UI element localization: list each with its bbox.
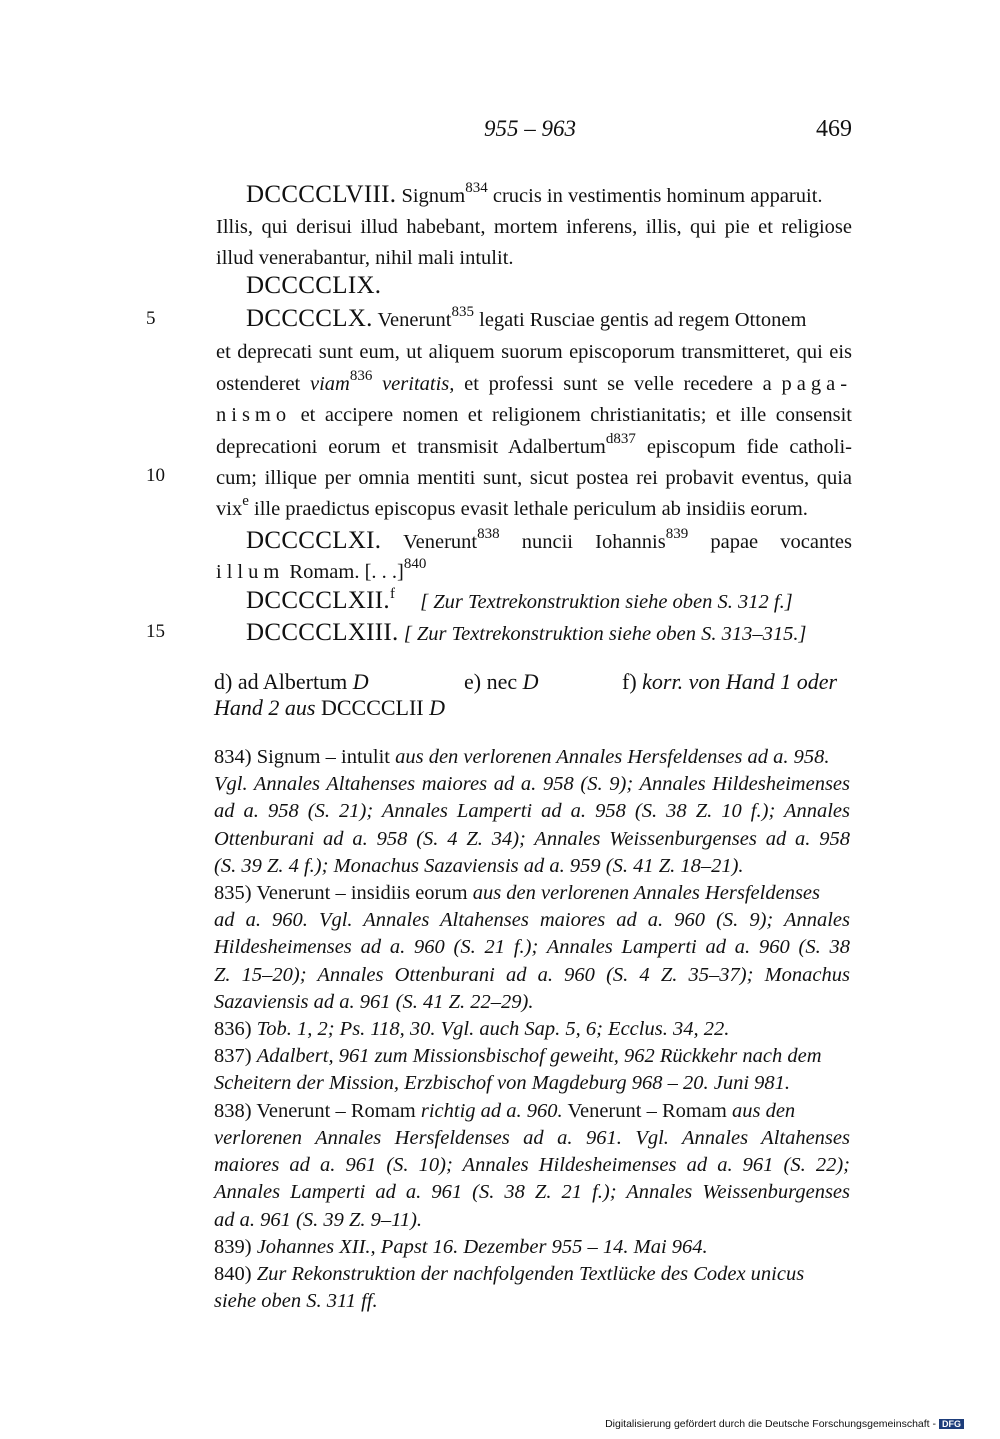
text-line-2: Illis, qui derisui illud habebant, mortem inferens, illis, qui pie et religiose	[216, 216, 852, 238]
text-italic: richtig ad a. 960.	[420, 1100, 563, 1122]
footnote-834-line-1	[214, 744, 850, 771]
footnote-834-line-4	[214, 826, 850, 853]
footnote-838-line-3	[214, 1152, 850, 1179]
text-spaced: illum	[216, 561, 285, 583]
text-segment: episcopum fide catholi-	[646, 436, 852, 458]
text-segment: ostenderet	[216, 373, 301, 395]
dfg-logo: DFG	[939, 1419, 964, 1429]
text-italic: Sazaviensis ad a. 961 (S. 41 Z. 22–29).	[214, 991, 534, 1013]
text-italic: D	[429, 695, 446, 720]
footnote-837-line-2	[214, 1070, 850, 1097]
text-line-7	[216, 368, 853, 399]
text-italic: aus den	[731, 1100, 796, 1122]
text-italic: korr. von Hand 1 oder	[642, 669, 838, 694]
text-italic: ad a. 961 (S. 39 Z. 9–11).	[214, 1209, 423, 1231]
text-italic: Tob. 1, 2; Ps. 118, 30. Vgl. auch Sap. 5, 6; Ecclus. 34, 22.	[256, 1018, 730, 1040]
year-numeral: DCCCCLXI.	[246, 527, 382, 554]
text-italic: (S. 39 Z. 4 f.); Monachus Sazaviensis ad a. 959 (S. 41 Z. 18–21).	[214, 855, 744, 877]
text-segment: 840)	[214, 1263, 252, 1285]
footnote-834-line-3	[214, 798, 850, 825]
text-line-5	[216, 306, 852, 335]
text-spaced: nismo	[216, 404, 292, 426]
footnote-ref: 839	[665, 526, 689, 542]
footnote-838-line-4	[214, 1179, 850, 1206]
credit-text: Digitalisierung gefördert durch die Deutsche Forschungsgemeinschaft -	[605, 1418, 936, 1430]
text-italic: D	[522, 669, 539, 694]
text-segment: et accipere nomen et religionem christianitatis; et ille consensit	[300, 404, 853, 426]
footnote-840-line-2	[214, 1288, 850, 1315]
apparatus-f-cont	[214, 695, 445, 721]
digitization-credit	[605, 1418, 964, 1430]
footnote-ref: 834	[465, 180, 488, 196]
text-line-1	[216, 182, 852, 211]
text-segment: e) nec	[464, 669, 518, 694]
footnote-ref: 838	[477, 526, 500, 542]
line-number-15: 15	[146, 621, 165, 642]
text-italic: siehe oben S. 311 ff.	[214, 1290, 378, 1312]
text-line-13	[216, 556, 852, 587]
line-number-5: 5	[146, 308, 156, 329]
apparatus-d	[214, 669, 369, 695]
footnote-838-line-2	[214, 1125, 850, 1152]
text-segment: f)	[622, 669, 637, 694]
text-line-15	[216, 620, 852, 647]
year-numeral: DCCCCLXIII.	[246, 619, 399, 646]
text-segment: et professi sunt se velle recedere a	[464, 373, 772, 395]
footnote-ref: 836	[349, 368, 373, 384]
text-italic: Adalbert, 961 zum Missionsbischof geweiht, 962 Rückkehr nach dem	[256, 1045, 822, 1067]
text-segment: Venerunt	[377, 309, 452, 331]
text-line-3: illud venerabantur, nihil mali intulit.	[216, 247, 514, 269]
year-numeral: DCCCCLXII.	[246, 587, 390, 614]
page-number: 469	[816, 116, 852, 142]
text-segment: DCCCCLII	[320, 695, 424, 720]
text-segment: 838) Venerunt – Romam	[214, 1100, 416, 1122]
footnote-838-line-5	[214, 1207, 850, 1234]
text-line-8	[216, 402, 852, 428]
text-italic: aus den verlorenen Annales Hersfeldenses ad a. 958.	[395, 746, 830, 768]
text-segment: deprecationi eorum et transmisit Adalbertum	[216, 436, 606, 458]
text-italic: ad a. 960. Vgl. Annales Altahenses maiores ad a. 960 (S. 9); Annales	[214, 909, 850, 931]
footnote-840-line-1	[214, 1261, 850, 1288]
text-italic: Vgl. Annales Altahenses maiores ad a. 958 (S. 9); Annales Hildesheimenses	[214, 773, 850, 795]
footnote-835-line-1	[214, 880, 850, 907]
footnote-ref: 835	[451, 304, 475, 320]
year-numeral: DCCCCLIX.	[246, 272, 382, 299]
text-italic: D	[352, 669, 369, 694]
text-segment: Romam. [. . .]	[289, 561, 404, 583]
text-line-14	[216, 588, 852, 617]
footnote-ref: e	[242, 493, 249, 509]
text-italic: viam	[309, 373, 350, 395]
footnote-835-line-2	[214, 907, 850, 934]
text-italic: Z. 15–20); Annales Ottenburani ad a. 960 (S. 4 Z. 35–37); Monachus	[214, 964, 850, 986]
footnote-835-line-3	[214, 934, 850, 961]
text-segment: d) ad Albertum	[214, 669, 348, 694]
text-italic: [ Zur Textrekonstruktion siehe oben S. 312 f.]	[420, 591, 793, 613]
year-numeral: DCCCCLVIII.	[246, 181, 397, 208]
text-italic: Johannes XII., Papst 16. Dezember 955 – 14. Mai 964.	[256, 1236, 708, 1258]
text-italic: Ottenburani ad a. 958 (S. 4 Z. 34); Annales Weissenburgenses ad a. 958	[214, 828, 850, 850]
text-italic: aus den verlorenen Annales Hersfeldenses	[472, 882, 820, 904]
text-italic: verlorenen Annales Hersfeldenses ad a. 961. Vgl. Annales Altahenses	[214, 1127, 850, 1149]
text-line-11	[216, 493, 852, 524]
text-italic: Annales Lamperti ad a. 961 (S. 38 Z. 21 f.); Annales Weissenburgenses	[214, 1181, 850, 1203]
text-line-10: cum; illique per omnia mentiti sunt, sicut postea rei probavit eventus, quia	[216, 467, 852, 489]
text-italic: Hildesheimenses ad a. 960 (S. 21 f.); Annales Lamperti ad a. 960 (S. 38	[214, 936, 850, 958]
footnote-838-line-1	[214, 1098, 850, 1125]
text-italic: veritatis,	[382, 373, 455, 395]
footnote-835-line-5	[214, 989, 850, 1016]
apparatus-e	[464, 669, 539, 695]
text-segment: vix	[216, 498, 243, 520]
text-spaced: paga-	[781, 373, 853, 395]
footnote-837-line-1	[214, 1043, 850, 1070]
text-segment: 836)	[214, 1018, 252, 1040]
text-segment: crucis in vestimentis hominum apparuit.	[492, 185, 823, 207]
text-segment: 839)	[214, 1236, 252, 1258]
text-italic: Scheitern der Mission, Erzbischof von Magdeburg 968 – 20. Juni 981.	[214, 1072, 791, 1094]
text-segment: 835) Venerunt – insidiis eorum	[214, 882, 468, 904]
text-italic: ad a. 958 (S. 21); Annales Lamperti ad a. 958 (S. 38 Z. 10 f.); Annales	[214, 800, 850, 822]
text-segment: Signum	[401, 185, 466, 207]
text-italic: Zur Rekonstruktion der nachfolgenden Textlücke des Codex unicus	[256, 1263, 805, 1285]
text-segment: ille praedictus episcopus evasit lethale periculum ab insidiis eorum.	[254, 498, 808, 520]
footnote-836	[214, 1016, 850, 1043]
footnote-834-line-5	[214, 853, 850, 880]
text-segment: nuncii Iohannis	[521, 531, 666, 553]
text-segment: 834) Signum – intulit	[214, 746, 390, 768]
text-segment: Venerunt – Romam	[567, 1100, 727, 1122]
text-segment: papae vocantes	[710, 531, 852, 553]
text-segment: Venerunt	[403, 531, 478, 553]
footnote-835-line-4	[214, 962, 850, 989]
text-italic: [ Zur Textrekonstruktion siehe oben S. 313–315.]	[403, 623, 807, 645]
text-line-4	[216, 273, 852, 300]
footnote-ref: 840	[403, 556, 427, 572]
text-line-12	[216, 528, 852, 557]
text-line-9	[216, 431, 852, 462]
text-segment: 837)	[214, 1045, 252, 1067]
text-line-6: et deprecati sunt eum, ut aliquem suorum episcoporum transmitteret, qui eis	[216, 341, 852, 363]
apparatus-f	[622, 669, 837, 695]
text-segment: legati Rusciae gentis ad regem Ottonem	[479, 309, 807, 331]
text-italic: maiores ad a. 961 (S. 10); Annales Hildesheimenses ad a. 961 (S. 22);	[214, 1154, 850, 1176]
footnote-834-line-2	[214, 771, 850, 798]
apparatus-ref: f	[389, 586, 395, 602]
line-number-10: 10	[146, 465, 165, 486]
text-italic: Hand 2 aus	[214, 695, 316, 720]
running-header-years: 955 – 963	[484, 116, 576, 141]
year-numeral: DCCCCLX.	[246, 305, 373, 332]
footnote-ref: d837	[605, 431, 636, 447]
footnote-839	[214, 1234, 850, 1261]
